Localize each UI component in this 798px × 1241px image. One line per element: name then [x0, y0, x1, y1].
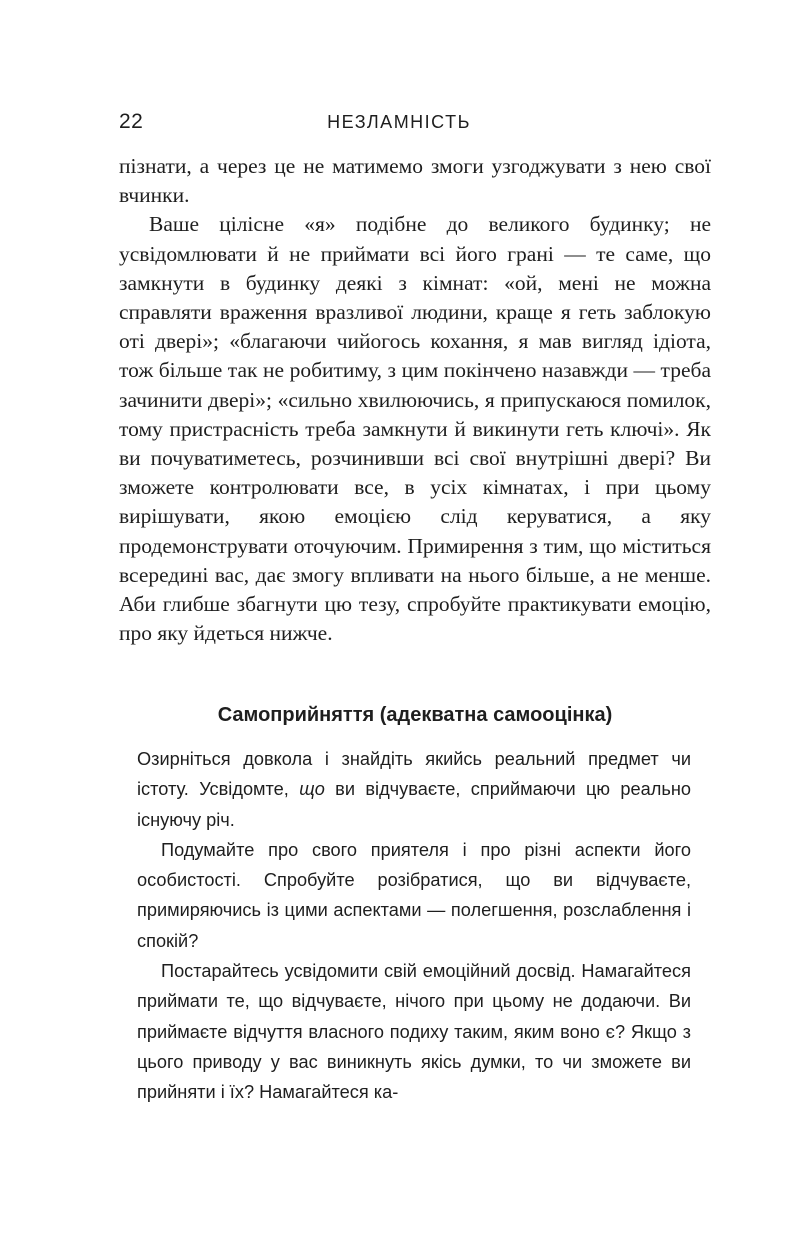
- exercise-p1-emphasis: що: [299, 779, 325, 800]
- exercise-p1-before: Озирніться довкола і знайдіть якийсь реальний предмет чи істоту. Усвідомте,: [137, 749, 691, 800]
- exercise-paragraph-1: [137, 744, 691, 835]
- exercise-paragraph-2: Подумайте про свого приятеля і про різні аспекти його особистості. Спробуйте розібратися, що ви відчуваєте, примиряючись із цими аспектами — полегшення, розслаблення і спокій?: [137, 839, 691, 951]
- exercise-p1-after: ви відчуваєте, сприймаючи цю реально існуючу річ.: [137, 779, 691, 830]
- running-head: НЕЗЛАМНІСТЬ: [327, 112, 471, 132]
- page-number: 22: [119, 110, 144, 133]
- paragraph-house-metaphor: Ваше цілісне «я» подібне до великого будинку; не усвідомлювати й не приймати всі його грані — те саме, що замкнути в будинку деякі з кімнат: «ой, мені не можна справляти враження вразливої людини, краще я геть заблокую оті двері»; «благаючи чийогось кохання, я мав вигляд ідіота, тож більше так не робитиму, з цим покінчено назавжди — треба зачинити двері»; «сильно хвилюючись, я припускаюся помилок, тому пристрасність треба замкнути й викинути геть ключі». Як ви почуватиметесь, розчинивши всі свої внутрішні двері? Ви зможете контролювати все, в усіх кімнатах, і при цьому вирішувати, якою емоцією слід керуватися, а яку продемонструвати оточуючим. Примирення з тим, що міститься всередині вас, дає змогу впливати на нього більше, а не менше. Аби глибше збагнути цю тезу, спробуйте практикувати емоцію, про яку йдеться нижче.: [119, 212, 711, 646]
- exercise-paragraph-3: Постарайтесь усвідомити свій емоційний досвід. Намагайтеся приймати те, що відчуваєте, нічого при цьому не додаючи. Ви приймаєте відчуття власного подиху таким, яким воно є? Якщо з цього приводу у вас виникнуть якісь думки, то чи зможете ви прийняти і їх? Намагайтеся ка-: [137, 961, 691, 1103]
- body-text: [119, 152, 711, 648]
- paragraph-continuation: пізнати, а через це не матимемо змоги узгоджувати з нею свої вчинки.: [119, 154, 711, 208]
- section-heading: Самоприйняття (адекватна самооцінка): [217, 704, 613, 726]
- exercise-block: [137, 744, 691, 1108]
